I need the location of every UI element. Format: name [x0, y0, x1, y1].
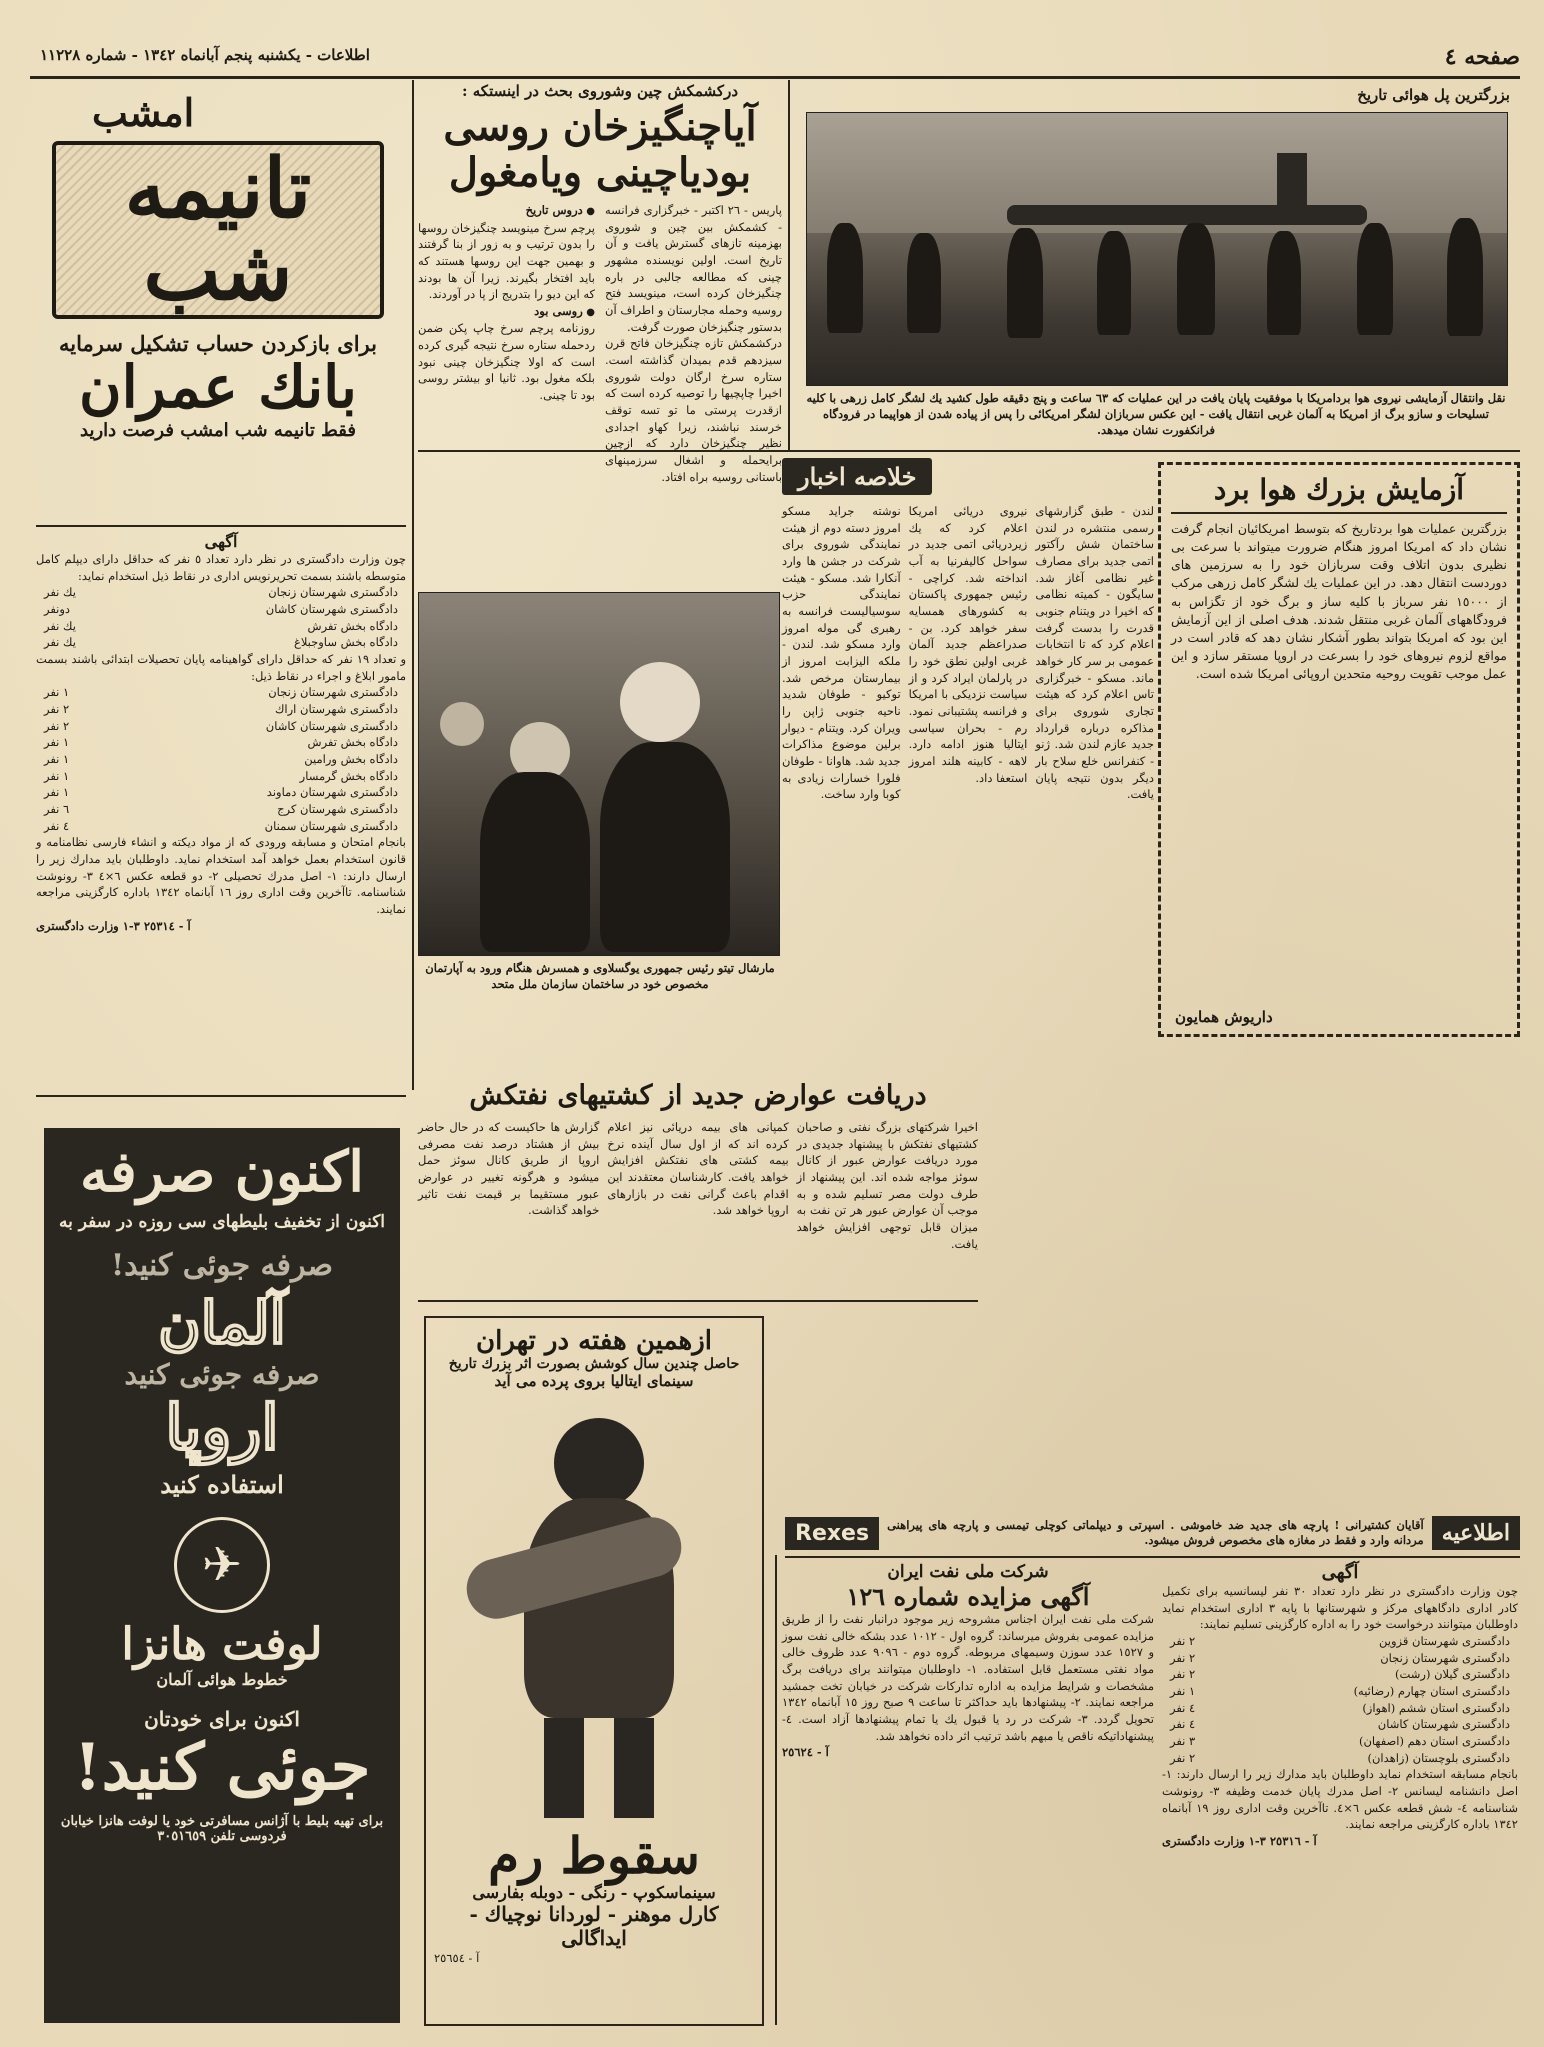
- notice-2-intro: چون وزارت دادگستری در نظر دارد تعداد ٣٠ نفر لیسانسیه برای تکمیل کادر اداری دادگاههای مرکز و شهرستانها با پایه ٣ اداری استخدام نماید داوطلبان میتوانند درخواست خود را به اداره کارگزینی تسلیم نمایند:: [1162, 1584, 1518, 1632]
- oil-headline: دریافت عوارض جدید از کشتیهای نفتکش: [469, 1080, 927, 1111]
- genghis-body-1: پاریس - ٢٦ اکتبر - خبرگزاری فرانسه - کشمکش بین چین و شوروی بهزمینه تازهای گسترش یافت و آن تاریخ است. اولین نویسنده مشهور چینی که مطالعه جالبی در باره چنگیزخان کرده است، مینویسد فتح روسیه وحمله مجارستان و اطراف آن بدستور چنگیزخان صورت گرفت.: [605, 203, 782, 334]
- airlift-photo-story: [800, 86, 1510, 446]
- auction-company: شرکت ملی نفت ایران: [887, 1562, 1049, 1582]
- column-divider: [788, 80, 790, 450]
- issue-info: اطلاعات - یکشنبه پنجم آبانماه ١٣٤٢ - شماره ١١٢٢٨: [40, 46, 370, 64]
- genghis-body-2: درکشمکش تازه چنگیزخان فاتح قرن سیزدهم قدم بمیدان گذاشته است. ستاره سرخ ارگان دولت شوروی اخیرا چاپچیها را توصیه کرده است که ازقدرت پرستی ما تو تسه توقف خرسند نباشند، زیرا کهاو اجدادی نظیر چنگیزخان دارد که ازچین برایحمله و اشغال سرزمینهای باستانی روسیه براه افتاد.: [605, 336, 782, 484]
- sefreh-use: استفاده کنید: [160, 1469, 284, 1499]
- airlift-kicker: بزرگترین پل هوائی تاریخ: [1357, 86, 1510, 104]
- auction-code: آ - ٢٥٦٢٤: [782, 1745, 829, 1760]
- sefreh-big: جوئی کنید!: [73, 1729, 371, 1805]
- rexes-notice-label: اطلاعیه: [1432, 1516, 1520, 1550]
- list-item: دادگستری شهرستان کاشان ٤ نفر: [1170, 1717, 1510, 1732]
- list-item: دادگستری بلوچستان (زاهدان) ٢ نفر: [1170, 1750, 1510, 1765]
- film-ad-line-2: سینمای ایتالیا بروی پرده می آید: [494, 1372, 694, 1390]
- list-item: دادگستری شهرستان زنجان ٢ نفر: [1170, 1650, 1510, 1665]
- news-summary: [782, 458, 1154, 1058]
- list-item: دادگستری شهرستان دماوند ١ نفر: [44, 785, 398, 800]
- list-item: دادگستری شهرستان اراك ٢ نفر: [44, 702, 398, 717]
- list-item: دادگستری شهرستان سمنان ٤ نفر: [44, 818, 398, 833]
- notice-2-list: [1162, 1633, 1518, 1766]
- tonight-line-1: برای بازکردن حساب تشکیل سرمایه: [59, 331, 377, 356]
- list-item: دادگاه بخش تفرش یك نفر: [44, 618, 398, 633]
- airlift-author: داریوش همایون: [1175, 1008, 1273, 1026]
- genghis-story: [418, 82, 782, 484]
- tonight-logo-box: [52, 141, 384, 319]
- soldiers-photo: [806, 112, 1508, 386]
- sefreh-subtitle: اکنون از تخفیف بلیطهای سی روزه در سفر به: [58, 1211, 386, 1232]
- tonight-line-2: فقط تانیمه شب امشب فرصت دارید: [80, 419, 356, 441]
- airline-subtitle: خطوط هوائی آلمان: [156, 1669, 288, 1689]
- notice-1-footer: بانجام امتحان و مسابقه ورودی که از مواد دیکته و انشاء فارسی نظامنامه و قانون استخدام بعمل خواهد آمد استخدام نماید. داوطلبان باید مدارك زیر را ارسال دارند: ١- اصل مدرك تحصیلی ٢- دو قطعه عکس ٦×٤ ٣- رونوشت شناسنامه. تاآخرین وقت اداری روز ١٦ آبانماه ١٣٤٢ باداره کارگزینی مراجعه نمایند.: [36, 835, 407, 917]
- notice-1-title: آگهی: [204, 532, 238, 551]
- list-item: دادگستری شهرستان زنجان یك نفر: [44, 585, 398, 600]
- bank-omran-ad: [32, 90, 404, 520]
- list-item: دادگستری شهرستان قزوین ٢ نفر: [1170, 1634, 1510, 1649]
- notice-1-list-a: [36, 584, 406, 651]
- auction-body: شرکت ملی نفت ایران اجناس مشروحه زیر موجود درانبار نفت را از طریق مزایده عمومی بفروش میرساند: گروه اول - ١٠١٢ عدد بشکه خالی نفت سوز و ١٥٢٧ عدد سوزن وسیمهای مربوطه. گروه دوم - ٩٠٩٦ عدد ظروف خالی مواد نفتی مستعمل قابل استفاده. ١- داوطلبان میتوانند برای دریافت برگ مشخصات و شرایط مزایده به اداره تدارکات شرکت در خیابان تخت جمشید مراجعه نمایند. ٢- پیشنهادها باید حداکثر تا ساعت ٩ صبح روز ١٥ آبانماه ١٣٤٢ تحویل گردد. ٣- شرکت در رد یا قبول یك یا تمام پیشنهادها آزاد است. ٤- پیشنهاداتیکه ناقص یا مبهم باشد ترتیب اثر داده نخواهد شد.: [782, 1612, 1154, 1743]
- news-col-1: لندن - طبق گزارشهای رسمی منتشره در لندن ساختمان شش رآکتور اتمی جدید برای مصارف غیر نظامی آغاز شد. سایگون - کمیته نظامی که اخیرا در ویتنام جنوبی قدرت را بدست گرفت اعلام کرد که تا انتخابات عمومی بر سر کار خواهد ماند. مسکو - خبرگزاری تاس اعلام کرد که هیئت تجاری شوروی برای مذاکره درباره قرارداد جدید عازم لندن شد. ژنو - کنفرانس خلع سلاح بار دیگر بدون نتیجه پایان یافت.: [1035, 504, 1154, 802]
- genghis-subhead-1: ● دروس تاریخ: [418, 202, 595, 220]
- airlift-analysis-box: [1158, 462, 1520, 1037]
- tonight-label: امشب: [92, 90, 195, 135]
- tonight-main: تانیمه شب: [124, 141, 312, 319]
- rexes-brand: Rexes: [785, 1517, 879, 1550]
- notice-1-code: آ - ٢٥٣١٤ ٣-١ وزارت دادگستری: [36, 918, 191, 933]
- oil-col-2: کمپانی های بیمه دریائی نیز اعلام کرده اند که از اول سال آینده نرخ بیمه کشتی های نفتکش افزایش خواهد یافت. کارشناسان معتقدند این اقدام باعث گرانی نفت در بازارهای اروپا خواهد شد.: [607, 1120, 789, 1218]
- crane-logo-icon: ✈: [174, 1517, 270, 1613]
- sefreh-line-1: صرفه جوئی کنید!: [110, 1247, 334, 1283]
- list-item: دادگستری شهرستان زنجان ١ نفر: [44, 685, 398, 700]
- auction-title: آگهی مزایده شماره ١٢٦: [846, 1582, 1090, 1611]
- rexes-text: آقایان کشتیرانی ! پارچه های جدید ضد خاموشی . اسپرتی و دیپلماتی کوچلی تیمسی و پارچه های پیراهنی مردانه وارد و فقط در مغازه های مخصوص فروش میشود.: [887, 1518, 1424, 1547]
- list-item: دادگستری شهرستان کاشان دونفر: [44, 602, 398, 617]
- sefreh-country-1: آلمان: [158, 1288, 286, 1357]
- airlift-caption: نقل وانتقال آزمایشی نیروی هوا بردامریکا با موفقیت پایان یافت در این عملیات که ٦٣ ساعت و پنج دقیقه طول کشید یك لشگر کامل زرهی با کلیه تسلیحات و سازو برگ از امریکا به آلمان غربی انتقال یافت - این عکس سربازان لشگر امریکائی را پس از پیاده شدن از هواپیما در فرودگاه فرانکفورت نشان میدهد.: [806, 391, 1506, 438]
- notice-2-code: آ - ٢٥٣١٦ ٣-١ وزارت دادگستری: [1162, 1834, 1317, 1849]
- tito-photo: [418, 592, 780, 956]
- list-item: دادگاه بخش ساوجبلاغ یك نفر: [44, 635, 398, 650]
- news-col-3: نوشته جراید مسکو امروز دسته دوم از هیئت نمایندگی شوروی برای شرکت در جشن ها وارد آنکارا شد. مسکو - هیئت نمایندگی حزب سوسیالیست فرانسه به رهبری گی موله امروز وارد مسکو شد. لندن - ملکه الیزابت امروز از بیمارستان مرخص شد. توکیو - طوفان شدید ناحیه جنوبی ژاپن را ویران کرد. ویتنام - دیوار برلین موضوع مذاکرات جدید شد. هاوانا - طوفان فلورا خسارات زیادی به کوبا وارد ساخت.: [781, 504, 901, 802]
- airlift-body: بزرگترین عملیات هوا بردتاریخ که بتوسط امریکائیان انجام گرفت نشان داد که امریکا امروز هنگام ضرورت میتواند با سرعت بی نظیری بدون اتلاف وقت سربازان خود را به سرزمین های دوردست انتقال دهد. در این عملیات یك لشگر کامل زرهی مرکب از ١٥٠٠٠ نفر سرباز با کلیه ساز و برگ خود از تگزاس به فرودگاههای آلمان غربی منتقل شدند. هدف اصلی از این آزمایش این بود که امریکا بتواند بطور آشکار نشان دهد که قادر است در مواقع لزوم نیروهای خود را بسرعت در اروپا مستقر سازد و این عمل موجب تقویت روحیه متحدین اروپائی امریکا شده است.: [1171, 521, 1508, 681]
- justice-notice-2: [1162, 1562, 1518, 2027]
- oil-col-3: گزارش ها حاکیست که در حال حاضر بیش از هشتاد درصد نفت مصرفی اروپا از طریق کانال سوئز حمل میشود و هرگونه تغییر در عوارض عبور مستقیما بر قیمت نفت تاثیر خواهد گذاشت.: [418, 1120, 600, 1218]
- justice-notice-1: [36, 532, 406, 1087]
- oil-auction-notice: [782, 1562, 1154, 2027]
- list-item: دادگاه بخش ورامین ١ نفر: [44, 752, 398, 767]
- list-item: دادگاه بخش تفرش ١ نفر: [44, 735, 398, 750]
- fall-of-rome-ad: [424, 1316, 764, 2026]
- sefreh-title: اکنون صرفه: [80, 1139, 364, 1205]
- masthead: [20, 42, 1520, 74]
- tito-caption: مارشال تیتو رئیس جمهوری یوگسلاوی و همسرش هنگام ورود به آپارتمان مخصوص خود در ساختمان سازمان ملل متحد: [425, 961, 775, 992]
- list-item: دادگستری شهرستان کاشان ٢ نفر: [44, 718, 398, 733]
- list-item: دادگستری استان چهارم (رضائیه) ١ نفر: [1170, 1684, 1510, 1699]
- notice-1-intro: چون وزارت دادگستری در نظر دارد تعداد ٥ نفر که حداقل دارای دیپلم کامل متوسطه باشند بسمت تحریرنویس اداری در نقاط ذیل استخدام نماید:: [36, 552, 406, 583]
- list-item: دادگستری استان ششم (اهواز) ٤ نفر: [1170, 1700, 1510, 1715]
- airlift-title: آزمایش بزرك هوا برد: [1213, 473, 1465, 506]
- tito-photo-story: [420, 592, 780, 1010]
- list-item: دادگستری شهرستان کرج ٦ نفر: [44, 802, 398, 817]
- column-divider: [412, 80, 414, 1090]
- list-item: دادگستری استان دهم (اصفهان) ٣ نفر: [1170, 1734, 1510, 1749]
- film-illustration: [434, 1398, 754, 1828]
- film-ad-line-1: حاصل چندین سال کوشش بصورت اثر بزرك تاریخ: [448, 1356, 740, 1372]
- genghis-body-4: روزنامه پرچم سرخ چاپ پکن ضمن ردحمله ستاره سرخ نتیجه گیری کرده است که اولا چنگیزخان چینی نبود بلکه مغول بود. ثانیا او بیشتر روسی بود تا چینی.: [418, 321, 595, 403]
- sefreh-footer: برای تهیه بلیط با آژانس مسافرتی خود یا لوفت هانزا خیابان فردوسی تلفن ٣٠٥١٦٥٩: [60, 1814, 384, 1845]
- film-title: سقوط رم: [488, 1826, 700, 1885]
- list-item: دادگاه بخش گرمسار ١ نفر: [44, 768, 398, 783]
- oil-tanker-story: [418, 1080, 978, 1300]
- oil-col-1: اخیرا شرکتهای بزرگ نفتی و صاحبان کشتیهای نفتکش با پیشنهاد جدیدی در مورد دریافت عوارض عبور از کانال سوئز مواجه شده اند. این پیشنهاد از طرف دولت مصر تسلیم شده و به موجب آن عوارض عبور هر تن نفت به میزان قابل توجهی افزایش خواهد یافت.: [796, 1120, 978, 1251]
- genghis-subhead-2: ● روسی بود: [418, 303, 595, 321]
- film-ad-title: ازهمین هفته در تهران: [476, 1326, 712, 1356]
- news-summary-title: خلاصه اخبار: [782, 458, 932, 495]
- film-code: آ - ٢٥٦٥٤: [434, 1951, 480, 1965]
- genghis-headline-2: بودیاچینی ویامغول: [448, 149, 752, 196]
- genghis-kicker: درکشمکش چین وشوروی بحث در اینستکه :: [461, 82, 738, 100]
- sefreh-line-2: صرفه جوئی کنید: [124, 1358, 320, 1392]
- bank-name: بانك عمران: [79, 353, 357, 421]
- rexes-ad: [785, 1512, 1520, 1554]
- notice-2-title: آگهی: [1321, 1562, 1359, 1583]
- lufthansa-ad: [44, 1128, 400, 2023]
- film-cast: کارل موهنر - لوردانا نوچیاك - ایداگالی: [469, 1902, 719, 1950]
- notice-1-list-b: [36, 684, 406, 834]
- list-item: دادگستری گیلان (رشت) ٢ نفر: [1170, 1667, 1510, 1682]
- column-divider: [775, 1555, 777, 2025]
- airplane-shape: [1007, 205, 1367, 225]
- page-label: صفحه ٤: [1444, 44, 1520, 70]
- news-col-2: نیروی دریائی امریکا اعلام کرد که یك زیردریائی اتمی جدید در سواحل کالیفرنیا به آب انداخته شد. کراچی - رئیس جمهوری پاکستان به کشورهای همسایه سفر خواهد کرد. بن - صدراعظم جدید آلمان غربی اولین نطق خود را در پارلمان ایراد کرد و از سیاست نزدیکی با امریکا و فرانسه پشتیبانی نمود. رم - بحران سیاسی ایتالیا هنوز ادامه دارد. لاهه - کابینه هلند امروز استعفا داد.: [908, 504, 1028, 785]
- genghis-body-3: پرچم سرخ مینویسد چنگیزخان روسها را بدون ترتیب و به زور از بنا گرفتند و بهمین جهت این روسها هستند که باید افتخار بگیرند. زیرا آن ها بودند که این دیو را بتدریج از پا در آوردند.: [418, 220, 595, 302]
- sefreh-line-3: اکنون برای خودتان: [144, 1706, 300, 1731]
- notice-1-middle: و تعداد ١٩ نفر که حداقل دارای گواهینامه پایان تحصیلات ابتدائی باشند بسمت مامور ابلاغ و اجراء در نقاط ذیل:: [36, 652, 407, 683]
- notice-2-footer: بانجام مسابقه استخدام نماید داوطلبان باید مدارك زیر را ارسال دارند: ١- اصل دانشنامه لیسانس ٢- اصل مدرك پایان خدمت وظیفه ٣- رونوشت شناسنامه ٤- شش قطعه عکس ٦×٤. تاآخرین وقت اداری روز ١٩ آبانماه ١٣٤٢ باداره کارگزینی مراجعه نمایند.: [1162, 1767, 1519, 1832]
- airline-name: لوفت هانزا: [121, 1618, 323, 1670]
- masthead-rule: [30, 76, 1520, 79]
- film-format: سینماسکوپ - رنگی - دوبله بفارسی: [472, 1883, 716, 1902]
- sefreh-country-2: اروپا: [165, 1391, 279, 1465]
- genghis-headline-1: آیاچنگیزخان روسی: [443, 103, 757, 150]
